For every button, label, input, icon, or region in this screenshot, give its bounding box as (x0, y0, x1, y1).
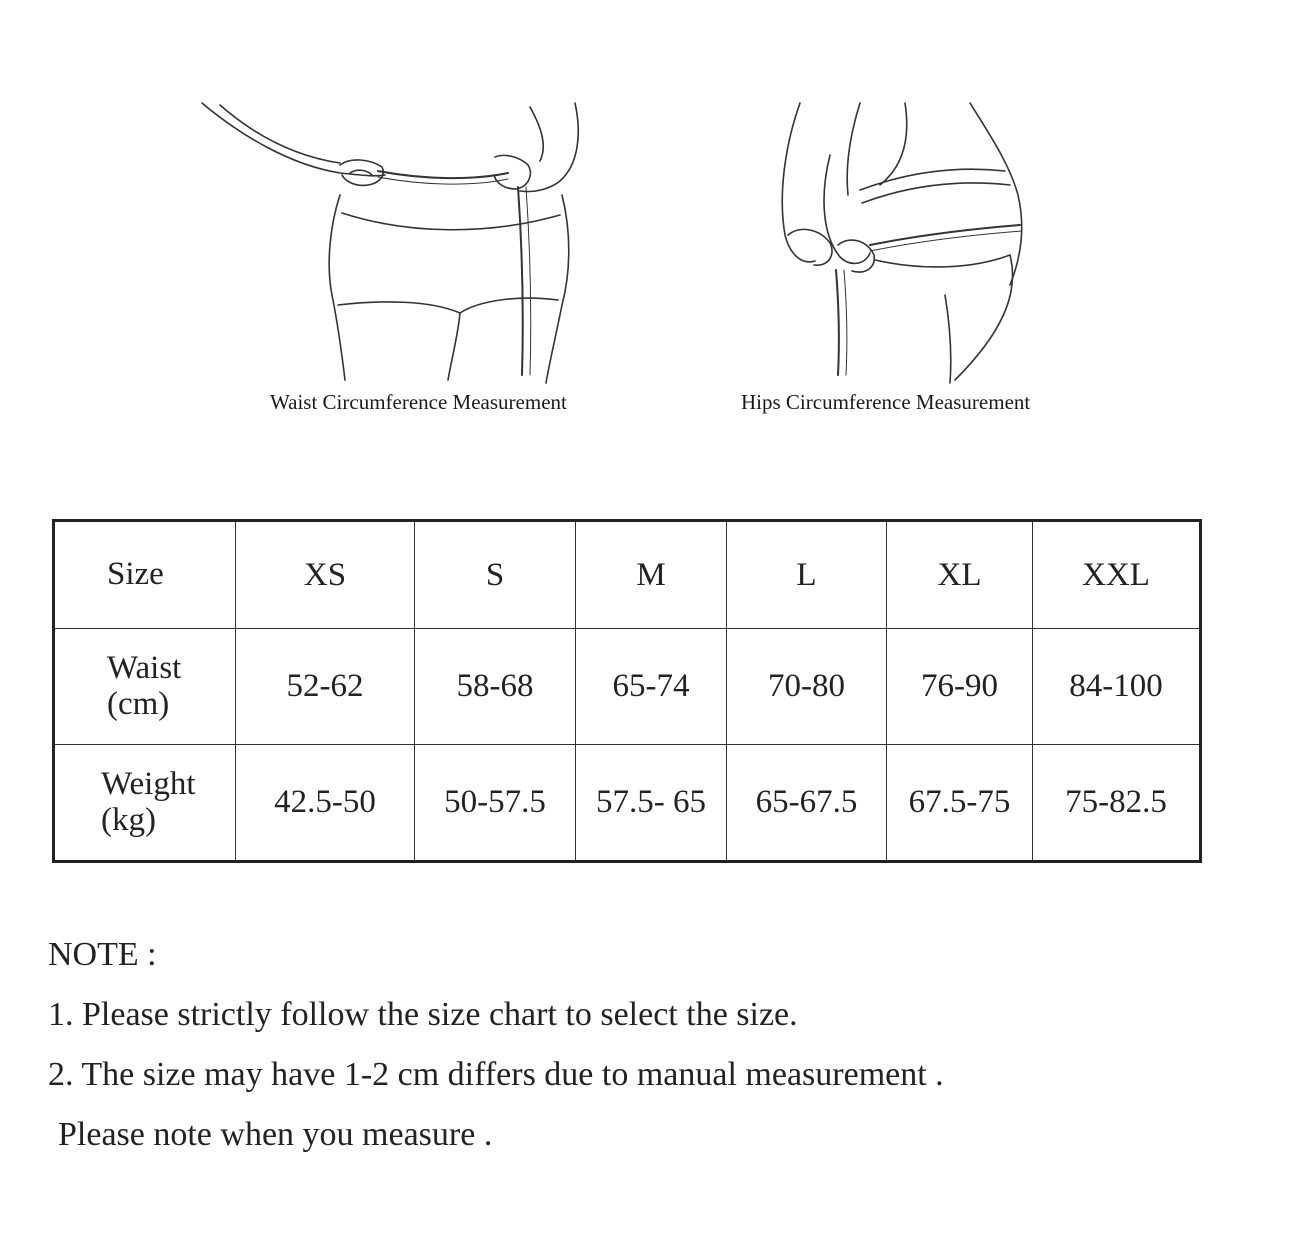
weight-xxl: 75-82.5 (1033, 745, 1201, 862)
header-size-xxl: XXL (1033, 521, 1201, 629)
note-line-1: 1. Please strictly follow the size chart to select the size. (48, 996, 798, 1033)
header-size-xl: XL (887, 521, 1033, 629)
table-row-weight (54, 745, 1201, 862)
header-size-s: S (415, 521, 576, 629)
waist-s: 58-68 (415, 629, 576, 745)
notes-heading: NOTE : (48, 936, 157, 973)
waist-unit: (cm) (107, 685, 170, 722)
weight-l: 65-67.5 (727, 745, 887, 862)
weight-s: 50-57.5 (415, 745, 576, 862)
table-header-row (54, 521, 1201, 629)
header-size-l: L (727, 521, 887, 629)
waist-row-label (54, 629, 236, 745)
table-row-waist (54, 629, 1201, 745)
waist-measurement-caption: Waist Circumference Measurement (270, 390, 567, 414)
notes-section (48, 925, 944, 1165)
size-chart-table (52, 519, 1202, 863)
waist-measurement-illustration (190, 95, 610, 385)
weight-m: 57.5- 65 (576, 745, 727, 862)
waist-label: Waist (107, 649, 182, 686)
hips-measurement-illustration (740, 95, 1160, 385)
weight-xs: 42.5-50 (236, 745, 415, 862)
waist-m: 65-74 (576, 629, 727, 745)
header-size-xs: XS (236, 521, 415, 629)
waist-xxl: 84-100 (1033, 629, 1201, 745)
weight-label: Weight (101, 765, 196, 802)
waist-xs: 52-62 (236, 629, 415, 745)
header-size-label: Size (54, 521, 236, 629)
weight-xl: 67.5-75 (887, 745, 1033, 862)
hips-measurement-caption: Hips Circumference Measurement (741, 390, 1031, 414)
weight-row-label (54, 745, 236, 862)
waist-xl: 76-90 (887, 629, 1033, 745)
waist-l: 70-80 (727, 629, 887, 745)
weight-unit: (kg) (101, 801, 156, 838)
note-line-2: 2. The size may have 1-2 cm differs due to manual measurement . (48, 1056, 944, 1093)
header-size-m: M (576, 521, 727, 629)
note-line-3: Please note when you measure . (58, 1116, 493, 1153)
